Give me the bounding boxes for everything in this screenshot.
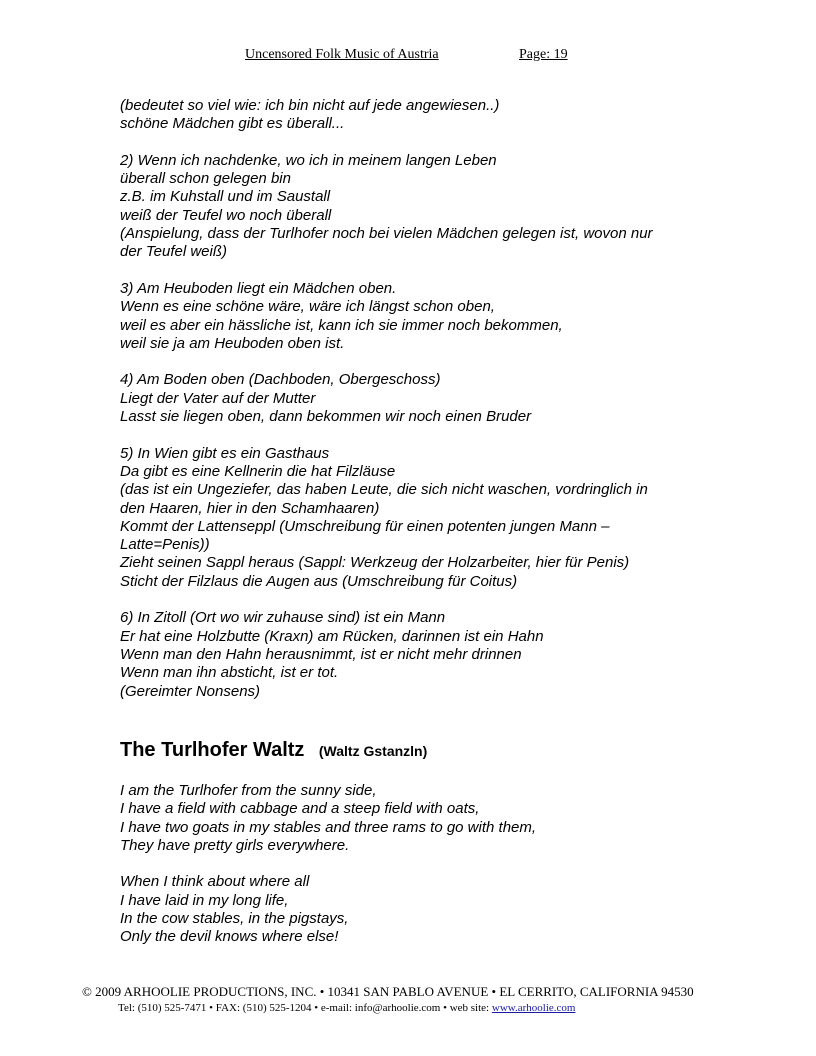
page-header <box>0 47 816 67</box>
english-line: I have a field with cabbage and a steep field with oats, <box>120 800 480 818</box>
german-line: weil es aber ein hässliche ist, kann ich sie immer noch bekommen, <box>120 316 563 334</box>
german-line: weil sie ja am Heuboden oben ist. <box>120 334 345 352</box>
german-line: Wenn es eine schöne wäre, wäre ich längst schon oben, <box>120 298 495 316</box>
german-lyrics <box>120 97 710 719</box>
german-line: (Anspielung, dass der Turlhofer noch bei vielen Mädchen gelegen ist, wovon nur <box>120 225 653 243</box>
section-title: The Turlhofer Waltz <box>120 739 305 761</box>
german-line: 5) In Wien gibt es ein Gasthaus <box>120 444 330 462</box>
german-line: Da gibt es eine Kellnerin die hat Filzläuse <box>120 462 396 480</box>
german-line: Lasst sie liegen oben, dann bekommen wir noch einen Bruder <box>120 408 532 426</box>
website-link[interactable]: www.arhoolie.com <box>491 1002 576 1014</box>
german-line: Liegt der Vater auf der Mutter <box>120 389 316 407</box>
english-line: I have laid in my long life, <box>120 891 289 909</box>
german-stanza <box>120 371 710 426</box>
german-line: (bedeutet so viel wie: ich bin nicht auf jede angewiesen..) <box>120 97 500 114</box>
german-line: Sticht der Filzlaus die Augen aus (Umschreibung für Coitus) <box>120 572 518 590</box>
german-line: z.B. im Kuhstall und im Saustall <box>120 188 331 206</box>
german-line: Wenn man den Hahn herausnimmt, ist er nicht mehr drinnen <box>120 645 522 663</box>
german-line: (Gereimter Nonsens) <box>120 682 261 700</box>
english-line: They have pretty girls everywhere. <box>120 836 350 854</box>
footer-contact-text: Tel: (510) 525-7471 • FAX: (510) 525-1204 • e-mail: info@arhoolie.com • web site: <box>118 1002 492 1014</box>
english-stanza <box>120 782 710 855</box>
footer-copyright: © 2009 ARHOOLIE PRODUCTIONS, INC. • 10341 SAN PABLO AVENUE • EL CERRITO, CALIFORNIA 94530 <box>82 984 694 999</box>
german-line: Zieht seinen Sappl heraus (Sappl: Werkzeug der Holzarbeiter, hier für Penis) <box>120 554 630 572</box>
english-line: I have two goats in my stables and three rams to go with them, <box>120 818 537 836</box>
german-line: (das ist ein Ungeziefer, das haben Leute, die sich nicht waschen, vordringlich in <box>120 481 648 499</box>
german-line: Kommt der Lattenseppl (Umschreibung für einen potenten jungen Mann – <box>120 517 610 535</box>
german-line: 6) In Zitoll (Ort wo wir zuhause sind) ist ein Mann <box>120 609 446 627</box>
english-line: When I think about where all <box>120 873 310 891</box>
page-number: Page: 19 <box>519 47 568 62</box>
section-heading <box>120 739 427 762</box>
english-line: I am the Turlhofer from the sunny side, <box>120 782 377 799</box>
german-line: 4) Am Boden oben (Dachboden, Obergeschoss) <box>120 371 441 389</box>
section-subtitle: (Waltz Gstanzln) <box>318 743 428 759</box>
german-line: Er hat eine Holzbutte (Kraxn) am Rücken, darinnen ist ein Hahn <box>120 627 544 645</box>
footer-contact <box>118 1001 575 1015</box>
german-line: der Teufel weiß) <box>120 243 227 261</box>
german-line: weiß der Teufel wo noch überall <box>120 206 332 224</box>
german-stanza <box>120 445 710 591</box>
german-line: 2) Wenn ich nachdenke, wo ich in meinem langen Leben <box>120 151 497 169</box>
english-lyrics <box>120 782 710 965</box>
german-stanza <box>120 609 710 700</box>
german-line: den Haaren, hier in den Schamhaaren) <box>120 499 380 517</box>
german-line: Latte=Penis)) <box>120 536 210 554</box>
document-title: Uncensored Folk Music of Austria <box>245 47 439 62</box>
german-stanza <box>120 97 710 134</box>
german-stanza <box>120 280 710 353</box>
german-line: Wenn man ihn absticht, ist er tot. <box>120 664 339 682</box>
english-stanza <box>120 873 710 946</box>
german-line: überall schon gelegen bin <box>120 170 291 188</box>
german-stanza <box>120 152 710 262</box>
german-line: schöne Mädchen gibt es überall... <box>120 115 345 133</box>
english-line: Only the devil knows where else! <box>120 928 339 946</box>
german-line: 3) Am Heuboden liegt ein Mädchen oben. <box>120 279 397 297</box>
english-line: In the cow stables, in the pigstays, <box>120 910 349 928</box>
